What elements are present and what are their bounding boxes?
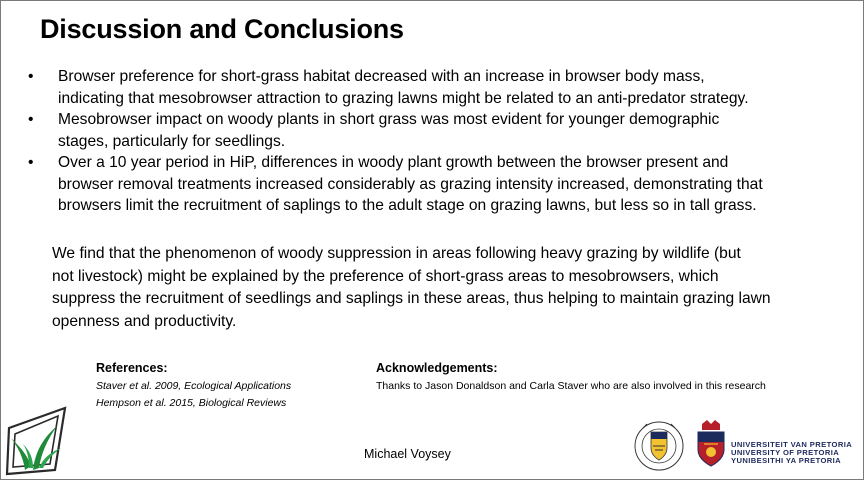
bullet-line: • Browser preference for short-grass habitat decreased with an increase in browser body mass, (58, 68, 705, 85)
summary-line: We find that the phenomenon of woody suppression in areas following heavy grazing by wildlife (but (52, 245, 741, 262)
up-wordmark-line: UNIVERSITEIT VAN PRETORIA (731, 440, 853, 449)
summary-line: openness and productivity. (52, 312, 237, 330)
author-name: Michael Voysey (364, 447, 451, 461)
conclusion-bullets (26, 66, 846, 217)
up-crest-icon (694, 420, 728, 470)
slide-title: Discussion and Conclusions (40, 14, 404, 44)
bullet-line: • Mesobrowser impact on woody plants in short grass was most evident for younger demographic (58, 111, 720, 128)
summary-paragraph (52, 243, 852, 333)
summary-line: not livestock) might be explained by the preference of short-grass areas to mesobrowsers, which (52, 267, 719, 285)
acknowledgements-text: Thanks to Jason Donaldson and Carla Staver who are also involved in this research (376, 380, 766, 392)
up-wordmark-line: UNIVERSITY OF PRETORIA (731, 448, 840, 458)
reference-item: Staver et al. 2009, Ecological Applications (96, 380, 292, 392)
bullet-line: • Over a 10 year period in HiP, differences in woody plant growth between the browser present and (58, 154, 729, 171)
references-heading: References: (96, 361, 168, 375)
summary-line: suppress the recruitment of seedlings and saplings in these areas, thus helping to maintain grazing lawn (52, 290, 771, 307)
bullet-line: stages, particularly for seedlings. (58, 132, 286, 150)
wits-seal-icon (629, 420, 689, 472)
bullet-item (26, 66, 846, 109)
up-wordmark-line: YUNIBESITHI YA PRETORIA (731, 456, 842, 466)
bullet-item (26, 152, 846, 217)
grass-logo-icon (3, 404, 71, 476)
acknowledgements-heading: Acknowledgements: (376, 361, 498, 375)
reference-item: Hempson et al. 2015, Biological Reviews (96, 397, 287, 409)
bullet-item (26, 109, 846, 152)
bullet-line: browsers limit the recruitment of saplings to the adult stage on grazing lawns, but less so in tall grass. (58, 197, 757, 214)
bullet-line: indicating that mesobrowser attraction to grazing lawns might be related to an anti-predator strategy. (58, 89, 749, 107)
up-wordmark (731, 441, 852, 466)
bullet-line: browser removal treatments increased considerably as grazing intensity increased, demonstrating that (58, 175, 763, 193)
